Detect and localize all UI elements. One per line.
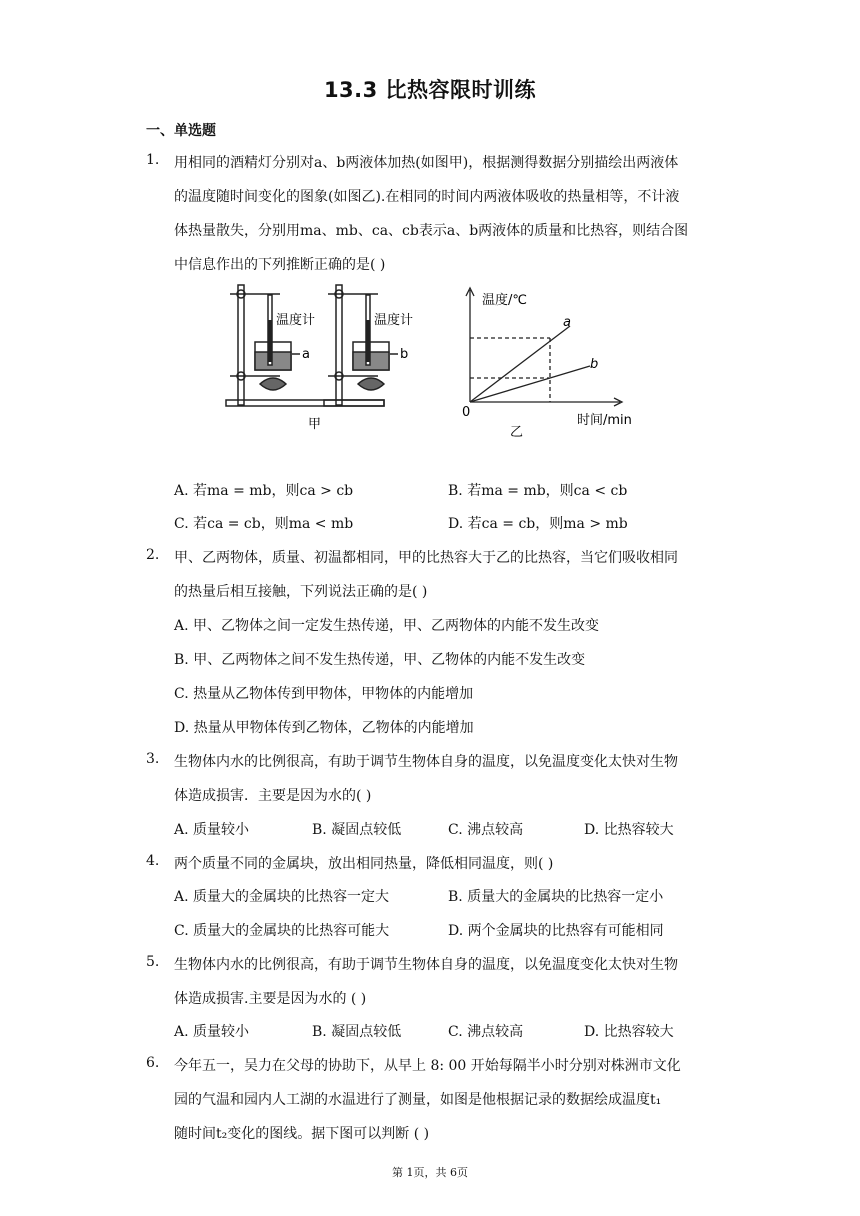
question-text: 园的气温和园内人工湖的水温进行了测量，如图是他根据记录的数据绘成温度t₁ [174,1092,662,1108]
question-number: 5. [146,954,160,970]
apparatus-b [324,285,398,406]
option-c[interactable]: C. 热量从乙物体传到甲物体，甲物体的内能增加 [174,686,474,702]
question-text: 随时间t₂变化的图线。据下图可以判断 ( ) [174,1126,430,1142]
option-b[interactable]: B. 质量大的金属块的比热容一定小 [448,889,664,905]
experiment-figure [220,280,650,450]
option-a[interactable]: A. 甲、乙物体之间一定发生热传递，甲、乙两物体的内能不发生改变 [174,618,600,634]
option-c[interactable]: C. 沸点较高 [448,822,524,838]
line-b-label: b [590,357,599,372]
option-c[interactable]: C. 沸点较高 [448,1024,524,1040]
beaker-a-label: a [302,347,310,362]
thermometer-label: 温度计 [276,313,316,328]
page-title: 13.3 比热容限时训练 [323,78,537,102]
question-number: 1. [146,152,160,168]
figure-caption-left: 甲 [308,417,322,432]
option-c[interactable]: C. 若ca = cb，则ma < mb [174,516,354,532]
question-text: 生物体内水的比例很高，有助于调节生物体自身的温度，以免温度变化太快对生物 [174,754,678,770]
x-axis-label: 时间/min [577,413,632,428]
figure-caption-right: 乙 [510,425,524,440]
option-b[interactable]: B. 凝固点较低 [312,1024,402,1040]
option-a[interactable]: A. 质量较小 [174,1024,250,1040]
option-a[interactable]: A. 若ma = mb，则ca > cb [174,483,354,499]
option-d[interactable]: D. 若ca = cb，则ma > mb [448,516,628,532]
question-number: 3. [146,751,160,767]
question-text: 今年五一，吴力在父母的协助下，从早上 8: 00 开始每隔半小时分别对株洲市文化 [174,1058,681,1074]
option-a[interactable]: A. 质量较小 [174,822,250,838]
option-d[interactable]: D. 两个金属块的比热容有可能相同 [448,923,664,939]
option-d[interactable]: D. 热量从甲物体传到乙物体，乙物体的内能增加 [174,720,474,736]
option-d[interactable]: D. 比热容较大 [584,822,674,838]
question-number: 2. [146,547,160,563]
option-b[interactable]: B. 凝固点较低 [312,822,402,838]
question-text: 两个质量不同的金属块，放出相同热量，降低相同温度，则( ) [174,856,554,872]
question-text: 甲、乙两物体，质量、初温都相同，甲的比热容大于乙的比热容，当它们吸收相同 [174,550,678,566]
question-text: 体造成损害．主要是因为水的( ) [174,788,372,804]
question-text: 体热量散失，分别用ma、mb、ca、cb表示a、b两液体的质量和比热容，则结合图 [174,223,689,239]
question-text: 生物体内水的比例很高，有助于调节生物体自身的温度，以免温度变化太快对生物 [174,957,678,973]
beaker-b-label: b [400,347,409,362]
thermometer-label: 温度计 [374,313,414,328]
line-a-label: a [563,315,571,330]
question-text: 的热量后相互接触，下列说法正确的是( ) [174,584,428,600]
page-footer: 第 1页，共 6页 [392,1166,468,1179]
option-b[interactable]: B. 甲、乙两物体之间不发生热传递，甲、乙物体的内能不发生改变 [174,652,586,668]
option-b[interactable]: B. 若ma = mb，则ca < cb [448,483,628,499]
option-c[interactable]: C. 质量大的金属块的比热容可能大 [174,923,390,939]
question-number: 6. [146,1055,160,1071]
section-heading: 一、单选题 [146,123,216,139]
question-number: 4. [146,853,160,869]
question-text: 的温度随时间变化的图象(如图乙).在相同的时间内两液体吸收的热量相等，不计液 [174,189,680,205]
question-text: 体造成损害.主要是因为水的 ( ) [174,991,367,1007]
y-axis-label: 温度/℃ [482,293,527,308]
option-a[interactable]: A. 质量大的金属块的比热容一定大 [174,889,390,905]
apparatus-a [226,285,384,406]
line-b [470,366,590,402]
origin-label: 0 [462,405,471,420]
option-d[interactable]: D. 比热容较大 [584,1024,674,1040]
question-text: 中信息作出的下列推断正确的是( ) [174,257,386,273]
question-text: 用相同的酒精灯分别对a、b两液体加热(如图甲)，根据测得数据分别描绘出两液体 [174,155,679,171]
